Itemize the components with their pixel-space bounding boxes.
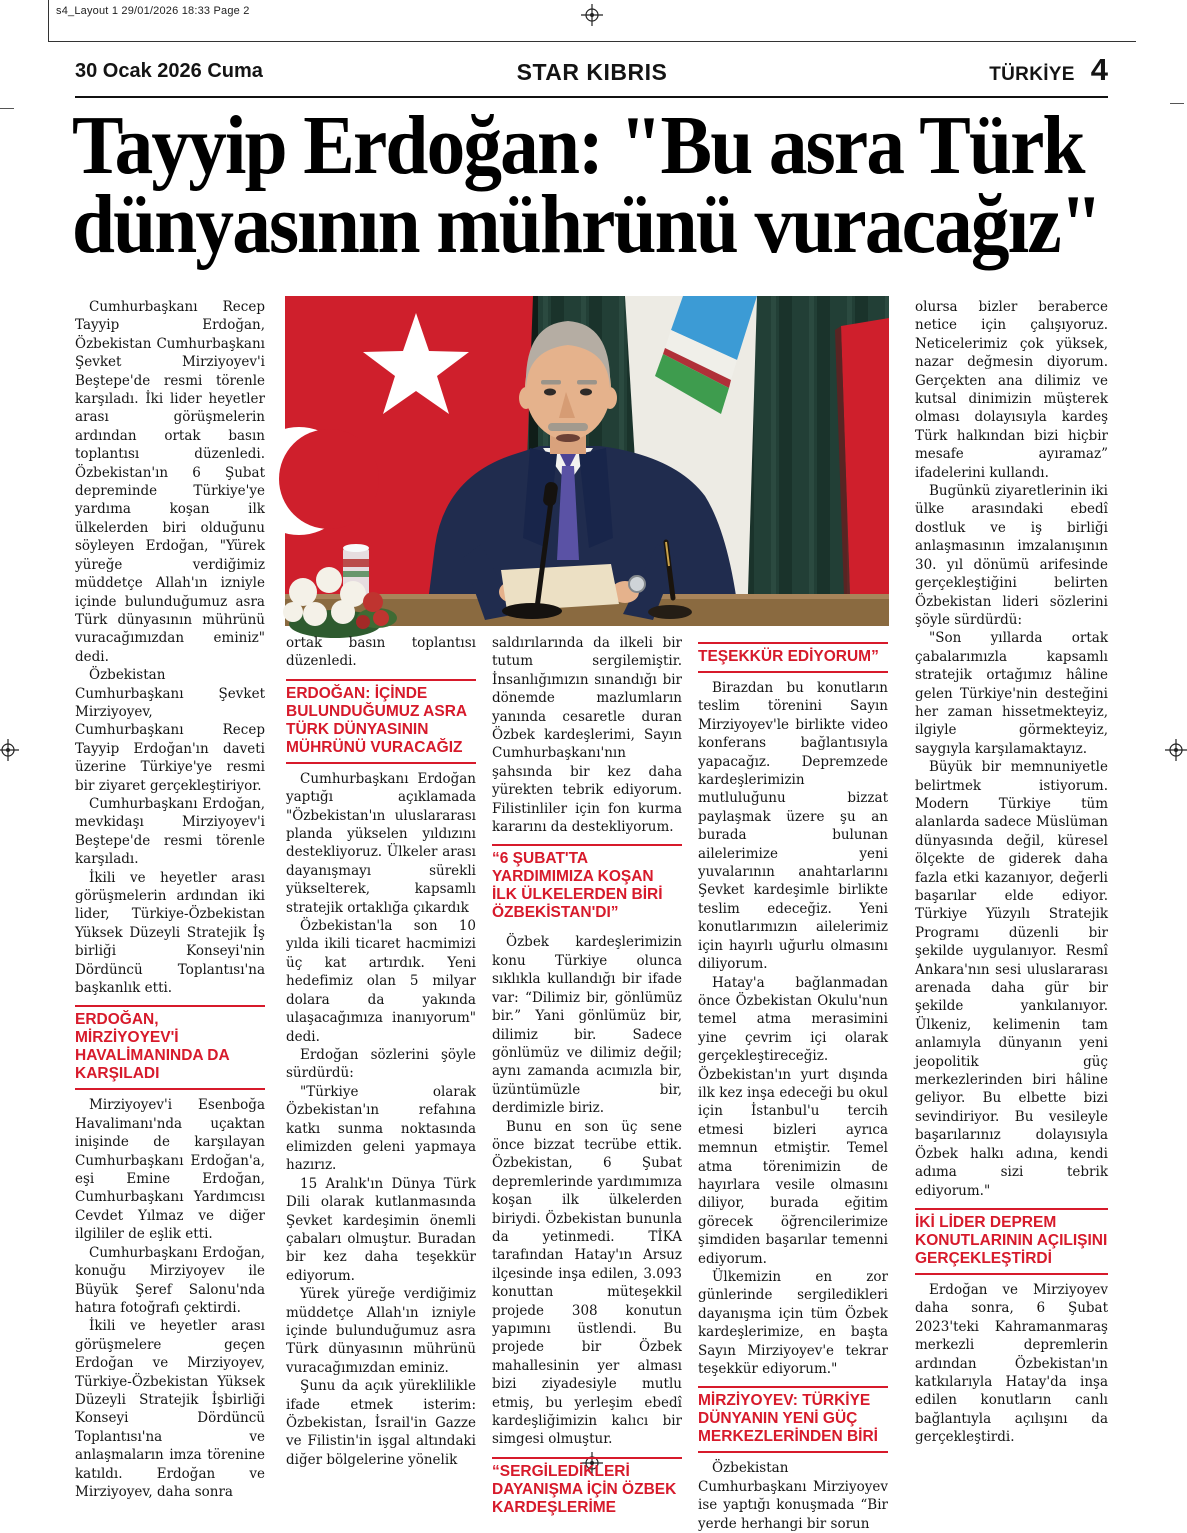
article-paragraph: Cumhurbaşkanı Erdoğan, konuğu Mirziyoyev ile Büyük Şeref Salonu'nda hatıra fotoğrafı çektirdi. [75,1244,265,1316]
registration-mark-right [1165,739,1187,761]
article-paragraph: Hatay'a bağlanmadan önce Özbekistan Okulu'nun temel atma merasimini yine çevrim içi olarak gerçekleştireceğiz. Özbekistan'ın yurt dışında ilk kez inşa edeceği bu okul için İstanbul'u tercih etmesi bizleri ayrıca memnun etmiştir. Temel atma törenimizin de hayırlara vesile olmasını diliyor, burada eğitim görecek öğrencilerimize şimdiden başarılar temenni ediyorum. [698,974,888,1267]
mouth [556,434,580,442]
header-right [989,52,1108,88]
eyebrow-left [541,380,561,385]
eye-left [544,389,556,396]
masthead: STAR KIBRIS [516,59,668,85]
header-date: 30 Ocak 2026 Cuma [75,60,263,82]
crop-mark-horizontal [48,41,1136,42]
article-column-1 [75,298,265,1500]
article-paragraph: Mirziyoyev'i Esenboğa Havalimanı'nda uçaktan inişinde de karşılayan Cumhurbaşkanı Erdoğan'a, eşi Emine Erdoğan, Cumhurbaşkanı Yardımcısı Cevdet Yılmaz ve diğer ilgililer de eşlik etti. [75,1097,265,1243]
article-paragraph: Erdoğan ve Mirziyoyev daha sonra, 6 Şubat 2023'teki Kahramanmaraş merkezli depremlerin ardından Özbekistan'ın katkılarıyla Hatay'da inşa edilen konutların canlı bağlantıyla açılışını da gerçekleştirdi. [915,1281,1108,1446]
article-paragraph: İkili ve heyetler arası görüşmelerin ardından iki lider, Türkiye-Özbekistan Yüksek Düzeyli Stratejik İş birliği Konseyi'nin Dördüncü Toplantısı'na başkanlık etti. [75,869,265,997]
article-paragraph: "Türkiye olarak Özbekistan'ın refahına katkı sunma noktasında elimizden geleni yapmaya hazırız. [286,1083,476,1174]
article-paragraph: Erdoğan sözlerini şöyle sürdürdü: [286,1046,476,1082]
article-column-2 [286,634,476,1468]
section-subhead: “SERGİLEDİKLERİ DAYANIŞMA İÇİN ÖZBEK KARDEŞLERİME [492,1457,682,1522]
article-column-4 [698,634,888,1532]
section-subhead: “6 ŞUBAT'TA YARDIMIMIZA KOŞAN İLK ÜLKELERDEN BİRİ ÖZBEKİSTAN'DI” [492,844,682,927]
section-subhead: ERDOĞAN, MİRZİYOYEV'İ HAVALİMANINDA DA KARŞILADI [75,1005,265,1090]
header-rule [75,96,1108,98]
article-paragraph: Cumhurbaşkanı Erdoğan yaptığı açıklamada "Özbekistan'ın uluslararası planda yükselen yıldızını destekliyoruz. Ülkeler arası dayanışmayı sürekli yükselterek, kapsamlı stratejik ortaklığa çıkardık [286,770,476,916]
eye-right [580,389,592,396]
article-paragraph: Bunu en son üç sene önce bizzat tecrübe ettik. Özbekistan, 6 Şubat depremlerinde yardımımıza koşan ilk ülkelerden biriydi. Özbekistan bununla da yetinmedi. TİKA tarafından Hatay'ın Arsuz ilçesinde inşa edilen, 3.093 konuttan müteşekkil projede 308 konutun yapımını üstlendi. Bu projede bir Özbek mahallesinin yer alması bizi ziyadesiyle mutlu etmiş, bu yerleşim ebedî kardeşliğimizin kalıcı bir simgesi olmuştur. [492,1118,682,1448]
article-paragraph: saldırılarında da ilkeli bir tutum sergilemiştir. İnsanlığımızın sınandığı bir dönemde mazlumların yanında cesaretle duran Özbek kardeşlerimi, Sayın Cumhurbaşkanı'nın şahsında bir kez daha yürekten tebrik ediyorum. Filistinliler için fon kurma kararını da destekliyorum. [492,635,682,836]
eyebrow-right [577,380,597,385]
article-paragraph: İkili ve heyetler arası görüşmelere geçen Erdoğan ve Mirziyoyev, Türkiye-Özbekistan Yüksek Düzeyli Stratejik İşbirliği Konseyi Dördüncü Toplantısı'na ve anlaşmaların imza törenine katıldı. Erdoğan ve Mirziyoyev, daha sonra [75,1318,265,1500]
article-paragraph: Şunu da açık yüreklilikle ifade etmek isterim: Özbekistan, İsrail'in Gazze ve Filistin'in işgal altındaki diğer bölgelerine yönelik [286,1378,476,1468]
article-column-5 [915,298,1108,1465]
header-page-number: 4 [1090,52,1108,87]
article-paragraph: Cumhurbaşkanı Erdoğan, mevkidaşı Mirziyoyev'i Beştepe'de resmi törenle karşıladı. [75,795,265,868]
article-paragraph: "Son yıllarda ortak çabalarımızla kapsamlı stratejik ortağımız hâline gelen Türkiye'nin desteğini her zaman hissetmekteyiz, ilgiyle görmekteyiz, saygıyla karşılamaktayız. [915,630,1108,757]
main-headline [72,99,1158,271]
article-paragraph: Bugünkü ziyaretlerinin iki ülke arasındaki ebedî dostluk ve iş birliği anlaşmasının imzalanışının 30. yıl dönümü arifesinde gerçekleştiğini belirten Özbekistan lideri sözlerini şöyle sürdürdü: [915,483,1108,628]
article-paragraph: Yürek yüreğe verdiğimiz müddetçe Allah'ın izniyle içinde bulunduğumuz asra Türk dünyasının mührünü vuracağımızdan eminiz. [286,1286,476,1376]
article-column-3 [492,634,682,1516]
header-section: TÜRKİYE [989,64,1075,85]
article-paragraph: Büyük bir memnuniyetle belirtmek istiyorum. Modern Türkiye tüm alanlarda sadece Müslüman dünyasında değil, küresel ölçekte de giderek daha fazla etki kazanıyor, değerli başarılar elde ediyor. Türkiye Yüzyılı Stratejik Programı düzenli bir şekilde uygulanıyor. Resmî Ankara'nın sesi uluslararası arenada daha gür bir şekilde yankılanıyor. Ülkeniz, kelimenin tam anlamıyla dünyanın yeni jeopolitik güç merkezlerinden biri hâline geliyor. Bu elbette bizi sevindiriyor. Bu vesileyle başarılarınız dolayısıyla Özbek halkı adına, kendi adıma sizi tebrik ediyorum." [915,759,1108,1199]
headline-line-1: Tayyip Erdoğan: "Bu asra Türk [72,99,1084,192]
section-subhead: MİRZİYOYEV: TÜRKİYE DÜNYANIN YENİ GÜÇ MERKEZLERİNDEN BİRİ [698,1386,888,1453]
edge-tick-left [0,108,14,109]
section-subhead: TEŞEKKÜR EDİYORUM” [698,642,888,673]
article-paragraph: Özbekistan Cumhurbaşkanı Şevket Mirziyoyev, Cumhurbaşkanı Recep Tayyip Erdoğan'ın daveti üzerine Türkiye'ye resmi bir ziyaret gerçekleştiriyor. [75,667,265,794]
news-photo-illustration [285,296,889,626]
mustache [548,423,588,431]
crop-mark-vertical [48,0,49,41]
article-paragraph: Özbek kardeşlerimizin konu Türkiye olunca sıklıkla kullandığı bir ifade var: “Dilimiz bir, gönlümüz bir.” Yani gönlümüz bir, dilimiz bir. Sadece gönlümüz ve dilimiz değil; aynı zamanda acımızla bir, üzüntümüzle bir, derdimizle biriz. [492,934,682,1117]
article-paragraph: Birazdan bu konutların teslim törenini Sayın Mirziyoyev'le birlikte video konferans bağlantısıyla yapacağız. Depremzede kardeşlerimizin mutluluğunu bizzat paylaşmak üzere şu an burada bulunan ailelerimize yeni yuvalarının anahtarlarını Şevket kardeşimle birlikte teslim edeceğiz. Yeni konutlarımızın ailelerimiz için hayırlı uğurlu olmasını diliyorum. [698,680,888,973]
article-paragraph: olursa bizler beraberce netice için çalışıyoruz. Neticelerimiz çok yüksek, nazar değmesin diyorum. Gerçekten ana dilimiz ve kutsal dinimizin müşterek olması dolayısıyla kardeş Türk halkından bizi hiçbir mesafe ayıramaz” ifadelerini kullandı. [915,299,1108,481]
news-photo [285,296,889,626]
article-paragraph: Özbekistan Cumhurbaşkanı Mirziyoyev ise yaptığı konuşmada “Bir yerde herhangi bir sorun [698,1460,888,1532]
section-subhead: ERDOĞAN: İÇİNDE BULUNDUĞUMUZ ASRA TÜRK DÜNYASININ MÜHRÜNÜ VURACAĞIZ [286,679,476,764]
print-slug: s4_Layout 1 29/01/2026 18:33 Page 2 [56,5,250,17]
wristwatch [629,576,645,592]
registration-mark-left [0,739,19,761]
headline-line-2: dünyasının mührünü vuracağız" [72,178,1101,271]
article-paragraph: ortak basın toplantısı düzenledi. [286,635,476,670]
article-paragraph: Özbekistan'la son 10 yılda ikili ticaret hacmimizi üç kat artırdık. Yeni hedefimiz olan 5 milyar dolara da yakında ulaşacağımıza inanıyorum" dedi. [286,918,476,1045]
article-paragraph: 15 Aralık'ın Dünya Türk Dili olarak kutlanmasında Şevket kardeşimin önemli çabaları olmuştur. Buradan bir kez daha teşekkür ediyorum. [286,1175,476,1284]
article-paragraph: Ülkemizin en zor günlerinde sergiledikleri dayanışma için tüm Özbek kardeşlerimize, en başta Sayın Mirziyoyev'e tekrar teşekkür ediyorum." [698,1269,888,1378]
section-subhead: İKİ LİDER DEPREM KONUTLARININ AÇILIŞINI GERÇEKLEŞTİRDİ [915,1208,1108,1275]
registration-mark-top [581,4,603,26]
article-paragraph: Cumhurbaşkanı Recep Tayyip Erdoğan, Özbekistan Cumhurbaşkanı Şevket Mirziyoyev'i Beştepe'de resmi törenle karşıladı. İki lider heyetler arası görüşmelerin ardından ortak basın toplantısı düzenledi. Özbekistan'ın 6 Şubat depreminde Türkiye'ye yardıma koşan ilk ülkelerden biri olduğunu söyleyen Erdoğan, "Yürek yüreğe verdiğimiz müddetçe Allah'ın izniyle içinde bulunduğumuz asra Türk dünyasının mührünü vuracağımızdan eminiz" dedi. [75,299,265,665]
edge-tick-right [1170,103,1184,104]
